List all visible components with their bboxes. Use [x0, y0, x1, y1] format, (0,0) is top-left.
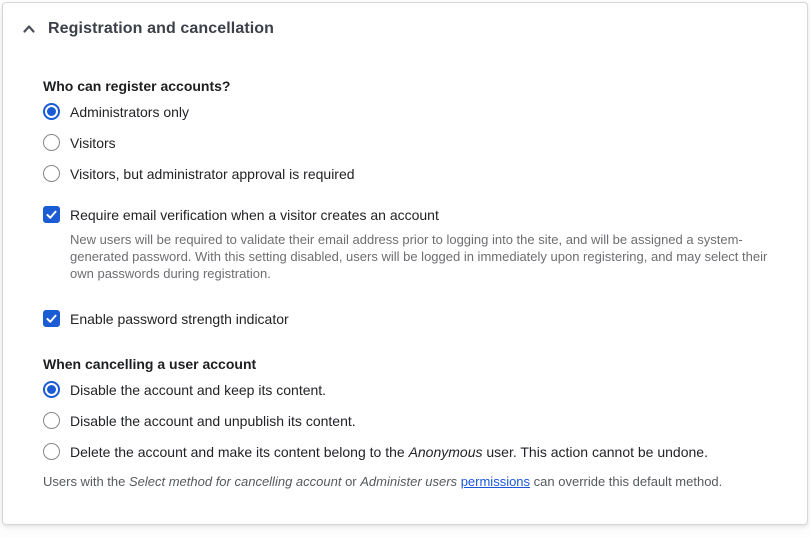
radio-visitors-approval[interactable] — [43, 165, 60, 182]
checkbox-row-email-verification — [43, 206, 775, 223]
radio-row-delete-anonymous — [43, 443, 775, 460]
panel-content — [3, 78, 807, 489]
checkbox-password-strength[interactable] — [43, 310, 60, 327]
checkbox-email-verification[interactable] — [43, 206, 60, 223]
radio-administrators-only[interactable] — [43, 103, 60, 120]
panel-title: Registration and cancellation — [48, 20, 275, 37]
radio-row-disable-unpublish — [43, 412, 775, 429]
radio-visitors[interactable] — [43, 134, 60, 151]
radio-label[interactable]: Administrators only — [70, 103, 190, 120]
checkmark-icon — [45, 312, 58, 325]
radio-row-visitors-approval — [43, 165, 775, 182]
checkbox-label[interactable]: Enable password strength indicator — [70, 310, 289, 327]
permissions-link[interactable]: permissions — [460, 474, 531, 489]
email-verification-description: New users will be required to validate their email address prior to logging into the site, and will be assigned a system-generated password. With this setting disabled, users will be logged in immediately upon registering, and may select their own passwords during registration. — [70, 232, 768, 281]
radio-row-administrators-only — [43, 103, 775, 120]
radio-row-visitors — [43, 134, 775, 151]
cancel-group-label: When cancelling a user account — [43, 356, 257, 372]
register-group-label: Who can register accounts? — [43, 78, 231, 94]
override-note: Users with the Select method for cancelling account or Administer users permissions can override this default method. — [43, 474, 723, 489]
chevron-up-icon — [21, 21, 37, 37]
details-summary[interactable] — [3, 3, 807, 38]
checkmark-icon — [45, 208, 58, 221]
radio-label[interactable]: Visitors — [70, 134, 116, 151]
registration-cancellation-panel — [2, 2, 808, 525]
radio-disable-unpublish[interactable] — [43, 412, 60, 429]
radio-label[interactable]: Disable the account and unpublish its content. — [70, 412, 356, 429]
radio-delete-anonymous[interactable] — [43, 443, 60, 460]
checkbox-row-password-strength — [43, 310, 775, 327]
radio-disable-keep[interactable] — [43, 381, 60, 398]
radio-label[interactable]: Disable the account and keep its content. — [70, 381, 327, 398]
checkbox-label[interactable]: Require email verification when a visitor creates an account — [70, 206, 439, 223]
radio-label[interactable]: Visitors, but administrator approval is required — [70, 165, 355, 182]
radio-row-disable-keep — [43, 381, 775, 398]
radio-label[interactable]: Delete the account and make its content belong to the Anonymous user. This action cannot be undone. — [70, 443, 708, 460]
